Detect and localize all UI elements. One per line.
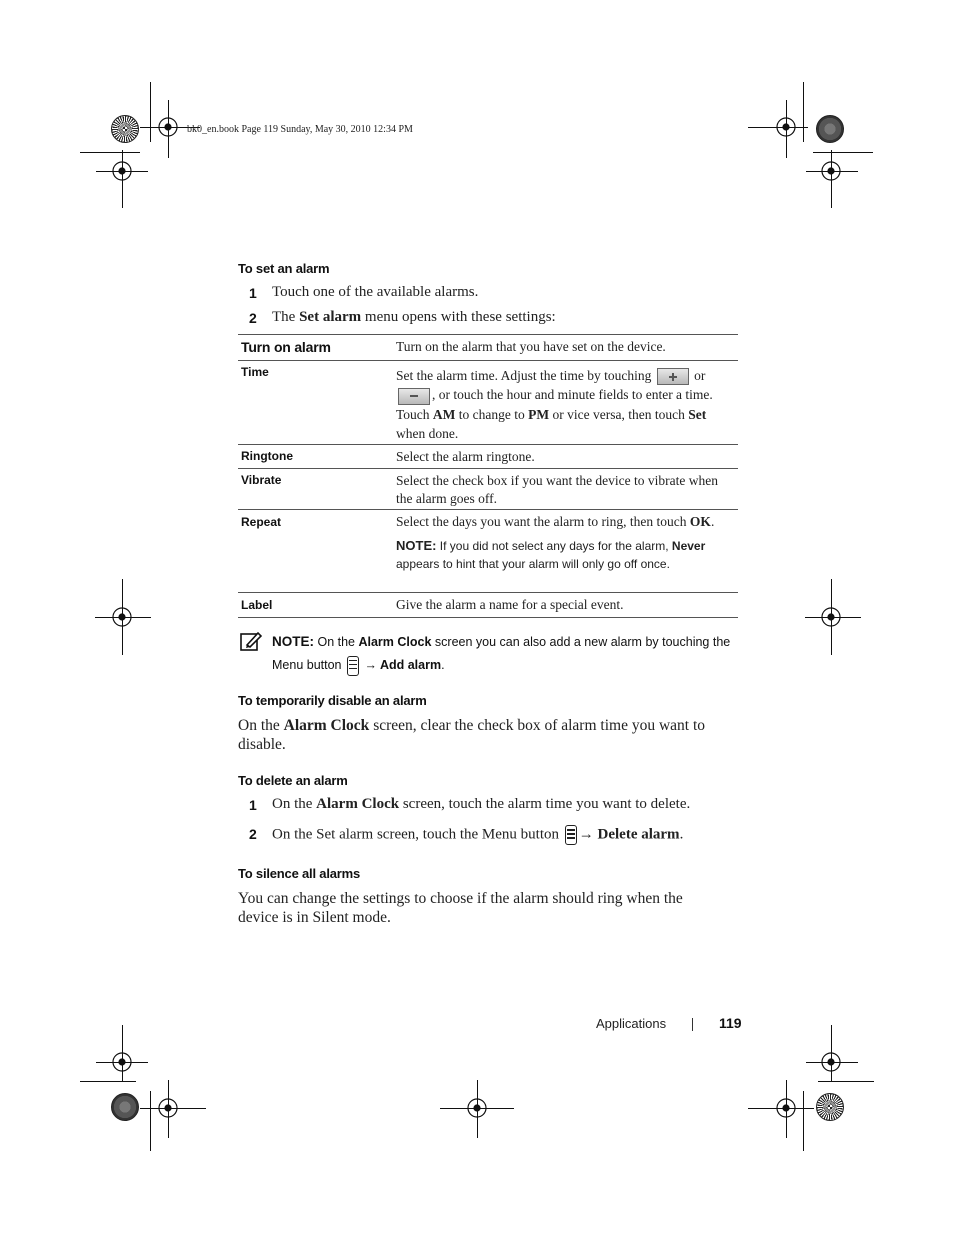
paragraph: You can change the settings to choose if the alarm should ring when the device is in Silent mode.: [238, 890, 683, 926]
table-key: Label: [241, 598, 273, 612]
table-row: [238, 469, 738, 510]
table-value: Turn on the alarm that you have set on the device.: [396, 339, 666, 354]
table-row: [238, 445, 738, 469]
footer-section-name: Applications: [596, 1016, 667, 1031]
table-value: Select the days you want the alarm to ring, then touch OK. NOTE: If you did not select any days for the alarm, Never appears to hint that your alarm will only go off once.: [396, 513, 732, 573]
step-text: On the Set alarm screen, touch the Menu button → Delete alarm.: [272, 825, 683, 845]
section-title-silence-alarms: To silence all alarms: [238, 866, 361, 881]
paragraph: On the Alarm Clock screen, clear the check box of alarm time you want to disable.: [238, 717, 706, 753]
table-key: Ringtone: [241, 449, 293, 463]
pencil-note-icon: [240, 630, 262, 652]
table-row: [238, 334, 738, 361]
table-value: Set the alarm time. Adjust the time by touching or , or touch the hour and minute fields to enter a time. Touch AM to change to PM or vice versa, then touch Set when done.: [396, 368, 713, 441]
table-value: Give the alarm a name for a special event.: [396, 597, 624, 612]
table-key: Turn on alarm: [241, 339, 331, 355]
table-row: [238, 361, 738, 445]
table-value: Select the check box if you want the device to vibrate when the alarm goes off.: [396, 473, 719, 506]
minus-button-icon: [398, 388, 430, 405]
print-stamp: bk0_en.book Page 119 Sunday, May 30, 2010 12:34 PM: [187, 124, 413, 135]
menu-button-icon: [565, 825, 577, 845]
footer-divider: [692, 1018, 693, 1031]
table-row: [238, 593, 738, 618]
step-text: Touch one of the available alarms.: [272, 284, 479, 300]
color-target-dark-icon: [816, 115, 844, 143]
note-text: NOTE: On the Alarm Clock screen you can also add a new alarm by touching the Menu button → Add alarm.: [272, 630, 742, 677]
settings-table: [238, 334, 738, 618]
step-number: 2: [249, 310, 257, 326]
color-target-dark-icon: [111, 1093, 139, 1121]
table-key: Repeat: [241, 515, 282, 529]
section-title-set-alarm: To set an alarm: [238, 261, 330, 276]
step-number: 2: [249, 826, 257, 842]
step-number: 1: [249, 285, 257, 301]
table-value: Select the alarm ringtone.: [396, 449, 535, 464]
step-number: 1: [249, 797, 257, 813]
table-row: [238, 510, 738, 593]
color-target-light-icon: [111, 115, 139, 143]
page-number: 119: [719, 1015, 742, 1031]
color-target-light-icon: [816, 1093, 844, 1121]
menu-button-icon: [347, 656, 359, 676]
plus-button-icon: [657, 368, 689, 385]
table-note: NOTE: If you did not select any days for the alarm, Never appears to hint that your alarm will only go off once.: [396, 537, 706, 571]
section-title-delete-alarm: To delete an alarm: [238, 773, 348, 788]
section-title-disable-alarm: To temporarily disable an alarm: [238, 693, 427, 708]
step-text: On the Alarm Clock screen, touch the alarm time you want to delete.: [272, 796, 691, 812]
table-key: Vibrate: [241, 473, 282, 487]
step-text: The Set alarm menu opens with these settings:: [272, 309, 556, 325]
table-key: Time: [241, 365, 269, 379]
